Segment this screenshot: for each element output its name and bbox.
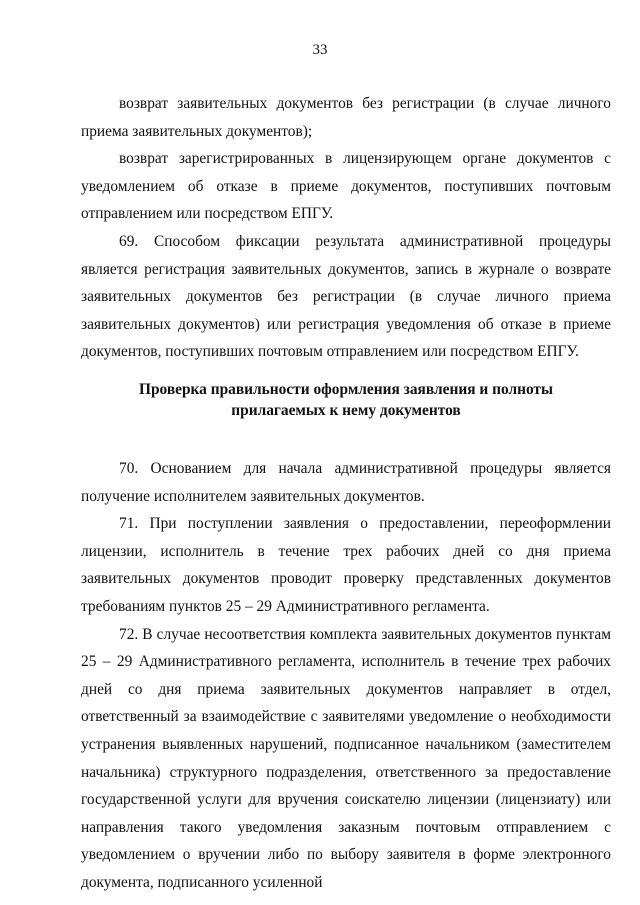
section-heading-line: Проверка правильности оформления заявления и полноты [138,381,554,398]
paragraph-71: 71. При поступлении заявления о предоставлении, переоформлении лицензии, исполнитель в течение трех рабочих дней со дня приема заявительных документов проводит проверку представленных документов требованиям пунктов 25 – 29 Административного регламента. [81,515,611,615]
paragraph-70: 70. Основанием для начала административной процедуры является получение исполнителем заявительных документов. [81,460,611,505]
text-block-top [81,90,611,366]
paragraph: возврат заявительных документов без регистрации (в случае личного приема заявительных документов); [81,95,611,140]
section-heading [81,379,611,421]
page-number: 33 [312,42,328,58]
paragraph-69: 69. Способом фиксации результата административной процедуры является регистрация заявительных документов, запись в журнале о возврате заявительных документов без регистрации (в случае личного приема заявительных документов) или регистрация уведомления об отказе в приеме документов, поступивших почтовым отправлением или посредством ЕПГУ. [81,232,611,361]
section-heading-line: прилагаемых к нему документов [231,402,461,419]
text-block-bottom [81,455,611,897]
paragraph-72: 72. В случае несоответствия комплекта заявительных документов пунктам 25 – 29 Административного регламента, исполнитель в течение трех рабочих дней со дня приема заявительных документов направляет в отдел, ответственный за взаимодействие с заявителями уведомление о необходимости устранения выявленных нарушений, подписанное начальником (заместителем начальника) структурного подразделения, ответственного за предоставление государственной услуги для вручения соискателю лицензии (лицензиату) или направления такого уведомления заказным почтовым отправлением с уведомлением о вручении либо по выбору заявителя в форме электронного документа, подписанного усиленной [81,625,611,891]
paragraph: возврат зарегистрированных в лицензирующем органе документов с уведомлением об отказе в приеме документов, поступивших почтовым отправлением или посредством ЕПГУ. [81,150,611,223]
